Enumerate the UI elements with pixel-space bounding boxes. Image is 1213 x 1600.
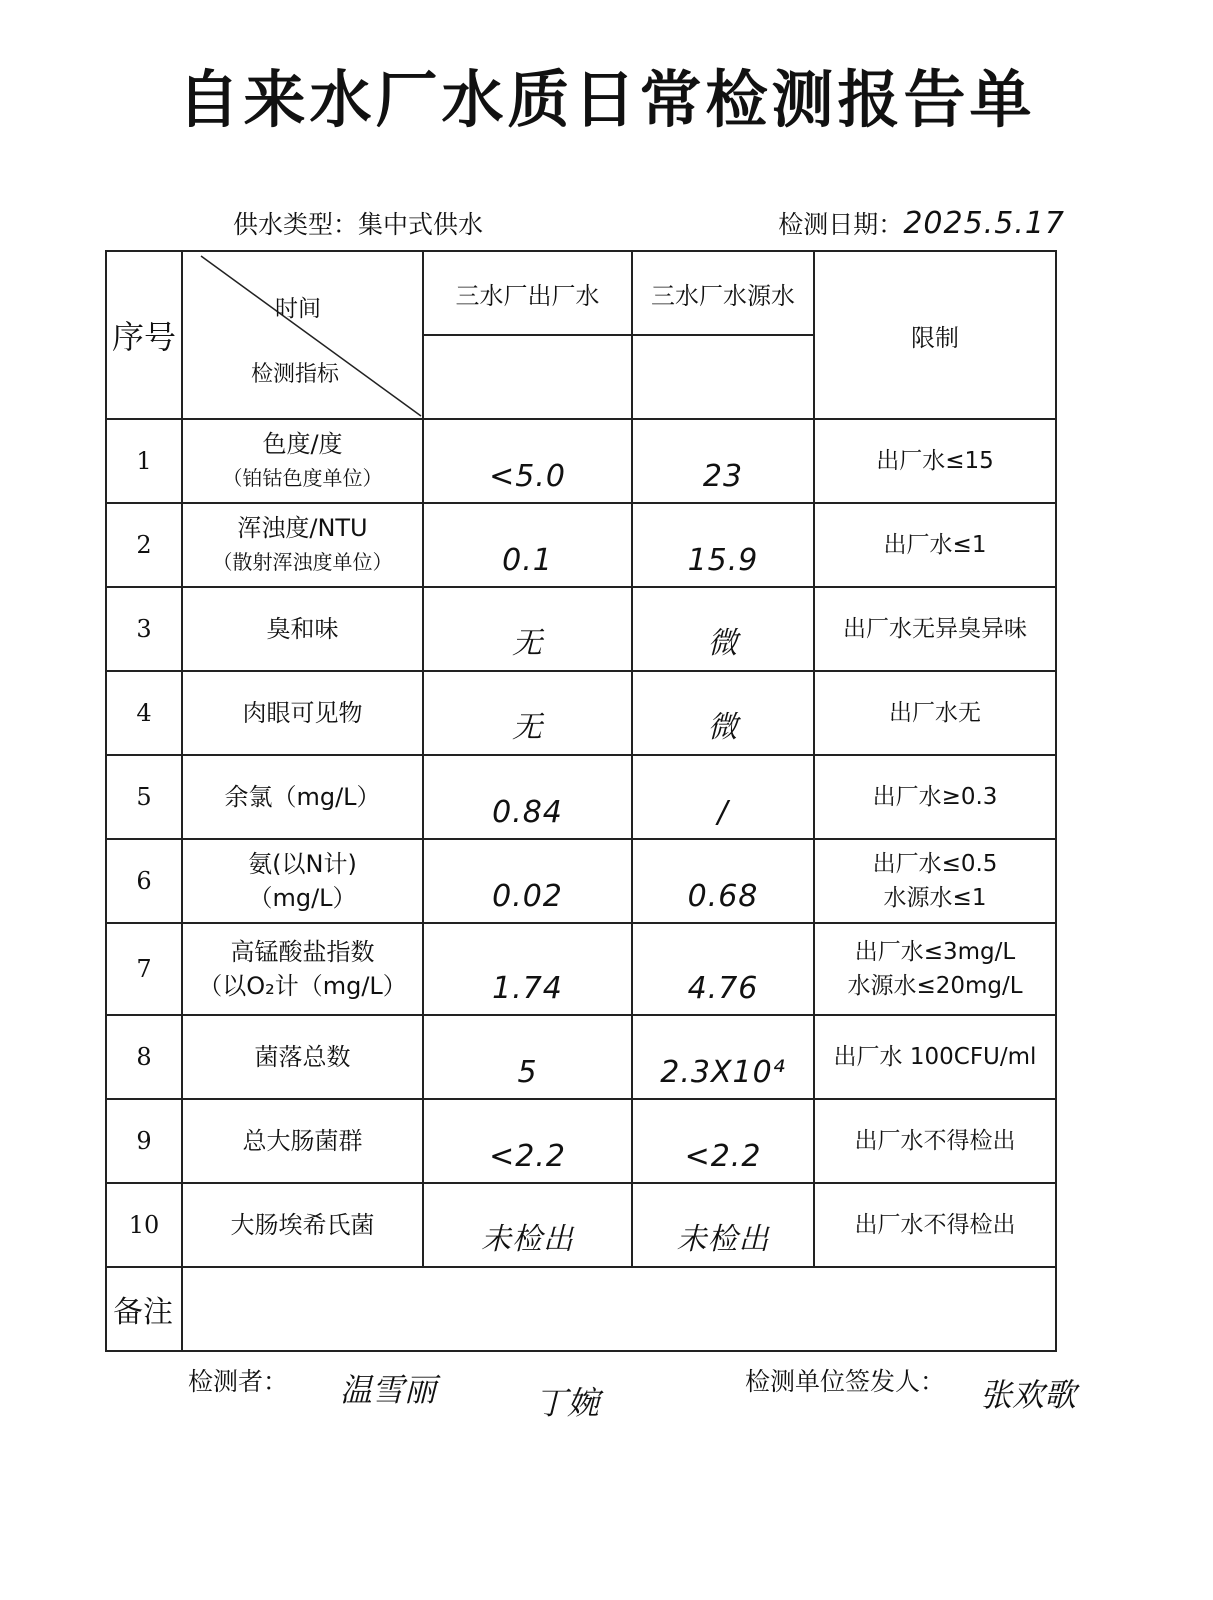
outlet-value	[423, 1183, 632, 1267]
row-indicator	[182, 923, 423, 1015]
table-row	[106, 419, 1056, 503]
limit-line-1: 出厂水不得检出	[854, 1128, 1016, 1154]
test-date	[778, 205, 1065, 241]
limit-cell	[814, 671, 1056, 755]
limit-cell	[814, 587, 1056, 671]
indicator-name: 臭和味	[266, 615, 339, 643]
limit-cell	[814, 1015, 1056, 1099]
indicator-name: 余氯（mg/L）	[224, 783, 381, 811]
limit-line-1: 出厂水不得检出	[854, 1212, 1016, 1238]
header-source-blank	[632, 335, 814, 419]
diagonal-line	[183, 252, 424, 420]
test-date-value: 2025.5.17	[903, 206, 1065, 241]
indicator-name: 大肠埃希氏菌	[230, 1211, 375, 1239]
table-row	[106, 1099, 1056, 1183]
source-value	[632, 755, 814, 839]
row-indicator	[182, 503, 423, 587]
source-value	[632, 839, 814, 923]
header-source-water: 三水厂水源水	[632, 251, 814, 335]
row-index: 9	[106, 1099, 182, 1183]
header-index: 序号	[106, 251, 182, 419]
issuer-label: 检测单位签发人：	[745, 1367, 946, 1396]
outlet-value	[423, 839, 632, 923]
indicator-unit: （散射浑浊度单位）	[212, 550, 393, 574]
limit-line-1: 出厂水≤3mg/L	[854, 939, 1016, 965]
supply-type: 供水类型：集中式供水	[233, 210, 484, 239]
outlet-value-text: 无	[512, 710, 543, 745]
row-index: 8	[106, 1015, 182, 1099]
row-indicator	[182, 1183, 423, 1267]
source-value-text: 0.68	[687, 879, 759, 914]
indicator-name: 浑浊度/NTU	[237, 514, 368, 542]
source-value-text: 4.76	[687, 971, 759, 1006]
row-indicator	[182, 671, 423, 755]
indicator-name: 氨(以N计)	[248, 850, 357, 878]
source-value-text: <2.2	[684, 1139, 762, 1174]
row-index: 10	[106, 1183, 182, 1267]
indicator-name: 肉眼可见物	[242, 699, 363, 727]
row-indicator	[182, 419, 423, 503]
outlet-value-text: <2.2	[489, 1139, 566, 1174]
limit-cell	[814, 839, 1056, 923]
outlet-value-text: 0.84	[492, 795, 563, 830]
outlet-value	[423, 419, 632, 503]
outlet-value-text: 无	[512, 626, 543, 661]
outlet-value-text: 1.74	[492, 971, 563, 1006]
table-row	[106, 1015, 1056, 1099]
issuer-signature: 张欢歌	[980, 1376, 1077, 1414]
source-value-text: 未检出	[676, 1222, 770, 1257]
outlet-value	[423, 671, 632, 755]
row-index: 3	[106, 587, 182, 671]
indicator-unit: （mg/L）	[248, 884, 357, 912]
limit-cell	[814, 755, 1056, 839]
header-time: 时间	[275, 296, 321, 322]
header-diagonal-cell	[182, 251, 423, 419]
source-value	[632, 587, 814, 671]
indicator-name: 色度/度	[262, 430, 343, 458]
tester-label: 检测者：	[188, 1367, 289, 1396]
report-title: 自来水厂水质日常检测报告单	[177, 63, 1036, 136]
limit-cell	[814, 1183, 1056, 1267]
outlet-value-text: 0.1	[502, 543, 553, 578]
row-indicator	[182, 839, 423, 923]
outlet-value-text: 未检出	[481, 1222, 574, 1257]
indicator-unit: （铂钴色度单位）	[222, 466, 383, 490]
row-indicator	[182, 587, 423, 671]
limit-cell	[814, 923, 1056, 1015]
source-value-text: 微	[707, 710, 739, 745]
source-value	[632, 671, 814, 755]
row-indicator	[182, 1099, 423, 1183]
header-outlet-blank	[423, 335, 632, 419]
limit-line-1: 出厂水无	[889, 700, 981, 726]
outlet-value	[423, 755, 632, 839]
indicator-name: 总大肠菌群	[242, 1127, 363, 1155]
outlet-value-text: 0.02	[492, 879, 563, 914]
row-index: 4	[106, 671, 182, 755]
remark-label: 备注	[106, 1267, 182, 1351]
source-value	[632, 923, 814, 1015]
outlet-value	[423, 1015, 632, 1099]
limit-line-2: 水源水≤20mg/L	[847, 973, 1023, 999]
table-row	[106, 587, 1056, 671]
header-limit: 限制	[814, 251, 1056, 419]
limit-cell	[814, 1099, 1056, 1183]
source-value-text: /	[717, 795, 729, 830]
source-value	[632, 1015, 814, 1099]
outlet-value	[423, 923, 632, 1015]
limit-line-1: 出厂水≤15	[876, 448, 994, 474]
limit-line-1: 出厂水无异臭异味	[843, 616, 1027, 642]
table-row	[106, 1183, 1056, 1267]
row-index: 7	[106, 923, 182, 1015]
indicator-unit: （以O₂计（mg/L）	[198, 972, 407, 1000]
source-value-text: 15.9	[687, 543, 759, 578]
indicator-name: 高锰酸盐指数	[230, 938, 375, 966]
row-index: 1	[106, 419, 182, 503]
table-row	[106, 923, 1056, 1015]
outlet-value-text: 5	[517, 1055, 538, 1090]
tester-signature-1: 温雪丽	[340, 1371, 437, 1409]
indicator-name: 菌落总数	[254, 1043, 351, 1071]
row-index: 2	[106, 503, 182, 587]
remark-content	[182, 1267, 1056, 1351]
header-indicator: 检测指标	[251, 362, 340, 387]
outlet-value	[423, 587, 632, 671]
source-value	[632, 1099, 814, 1183]
header-outlet-water: 三水厂出厂水	[423, 251, 632, 335]
remark-row	[106, 1267, 1056, 1351]
outlet-value	[423, 503, 632, 587]
source-value-text: 微	[707, 626, 739, 661]
source-value-text: 23	[702, 459, 744, 494]
limit-line-1: 出厂水≤0.5	[872, 851, 998, 877]
row-indicator	[182, 755, 423, 839]
row-index: 5	[106, 755, 182, 839]
limit-line-1: 出厂水≤1	[883, 532, 987, 558]
outlet-value-text: <5.0	[489, 459, 566, 494]
source-value-text: 2.3X10⁴	[660, 1055, 786, 1090]
table-row	[106, 671, 1056, 755]
row-indicator	[182, 1015, 423, 1099]
source-value	[632, 419, 814, 503]
limit-line-1: 出厂水 100CFU/ml	[833, 1044, 1037, 1070]
test-date-label: 检测日期：	[778, 210, 904, 239]
table-row	[106, 755, 1056, 839]
limit-cell	[814, 503, 1056, 587]
limit-cell	[814, 419, 1056, 503]
table-row	[106, 503, 1056, 587]
limit-line-2: 水源水≤1	[883, 885, 987, 911]
limit-line-1: 出厂水≥0.3	[872, 784, 998, 810]
source-value	[632, 503, 814, 587]
report-table	[105, 250, 1057, 1352]
table-row	[106, 839, 1056, 923]
source-value	[632, 1183, 814, 1267]
outlet-value	[423, 1099, 632, 1183]
row-index: 6	[106, 839, 182, 923]
tester-signature-2: 丁婉	[535, 1384, 600, 1422]
